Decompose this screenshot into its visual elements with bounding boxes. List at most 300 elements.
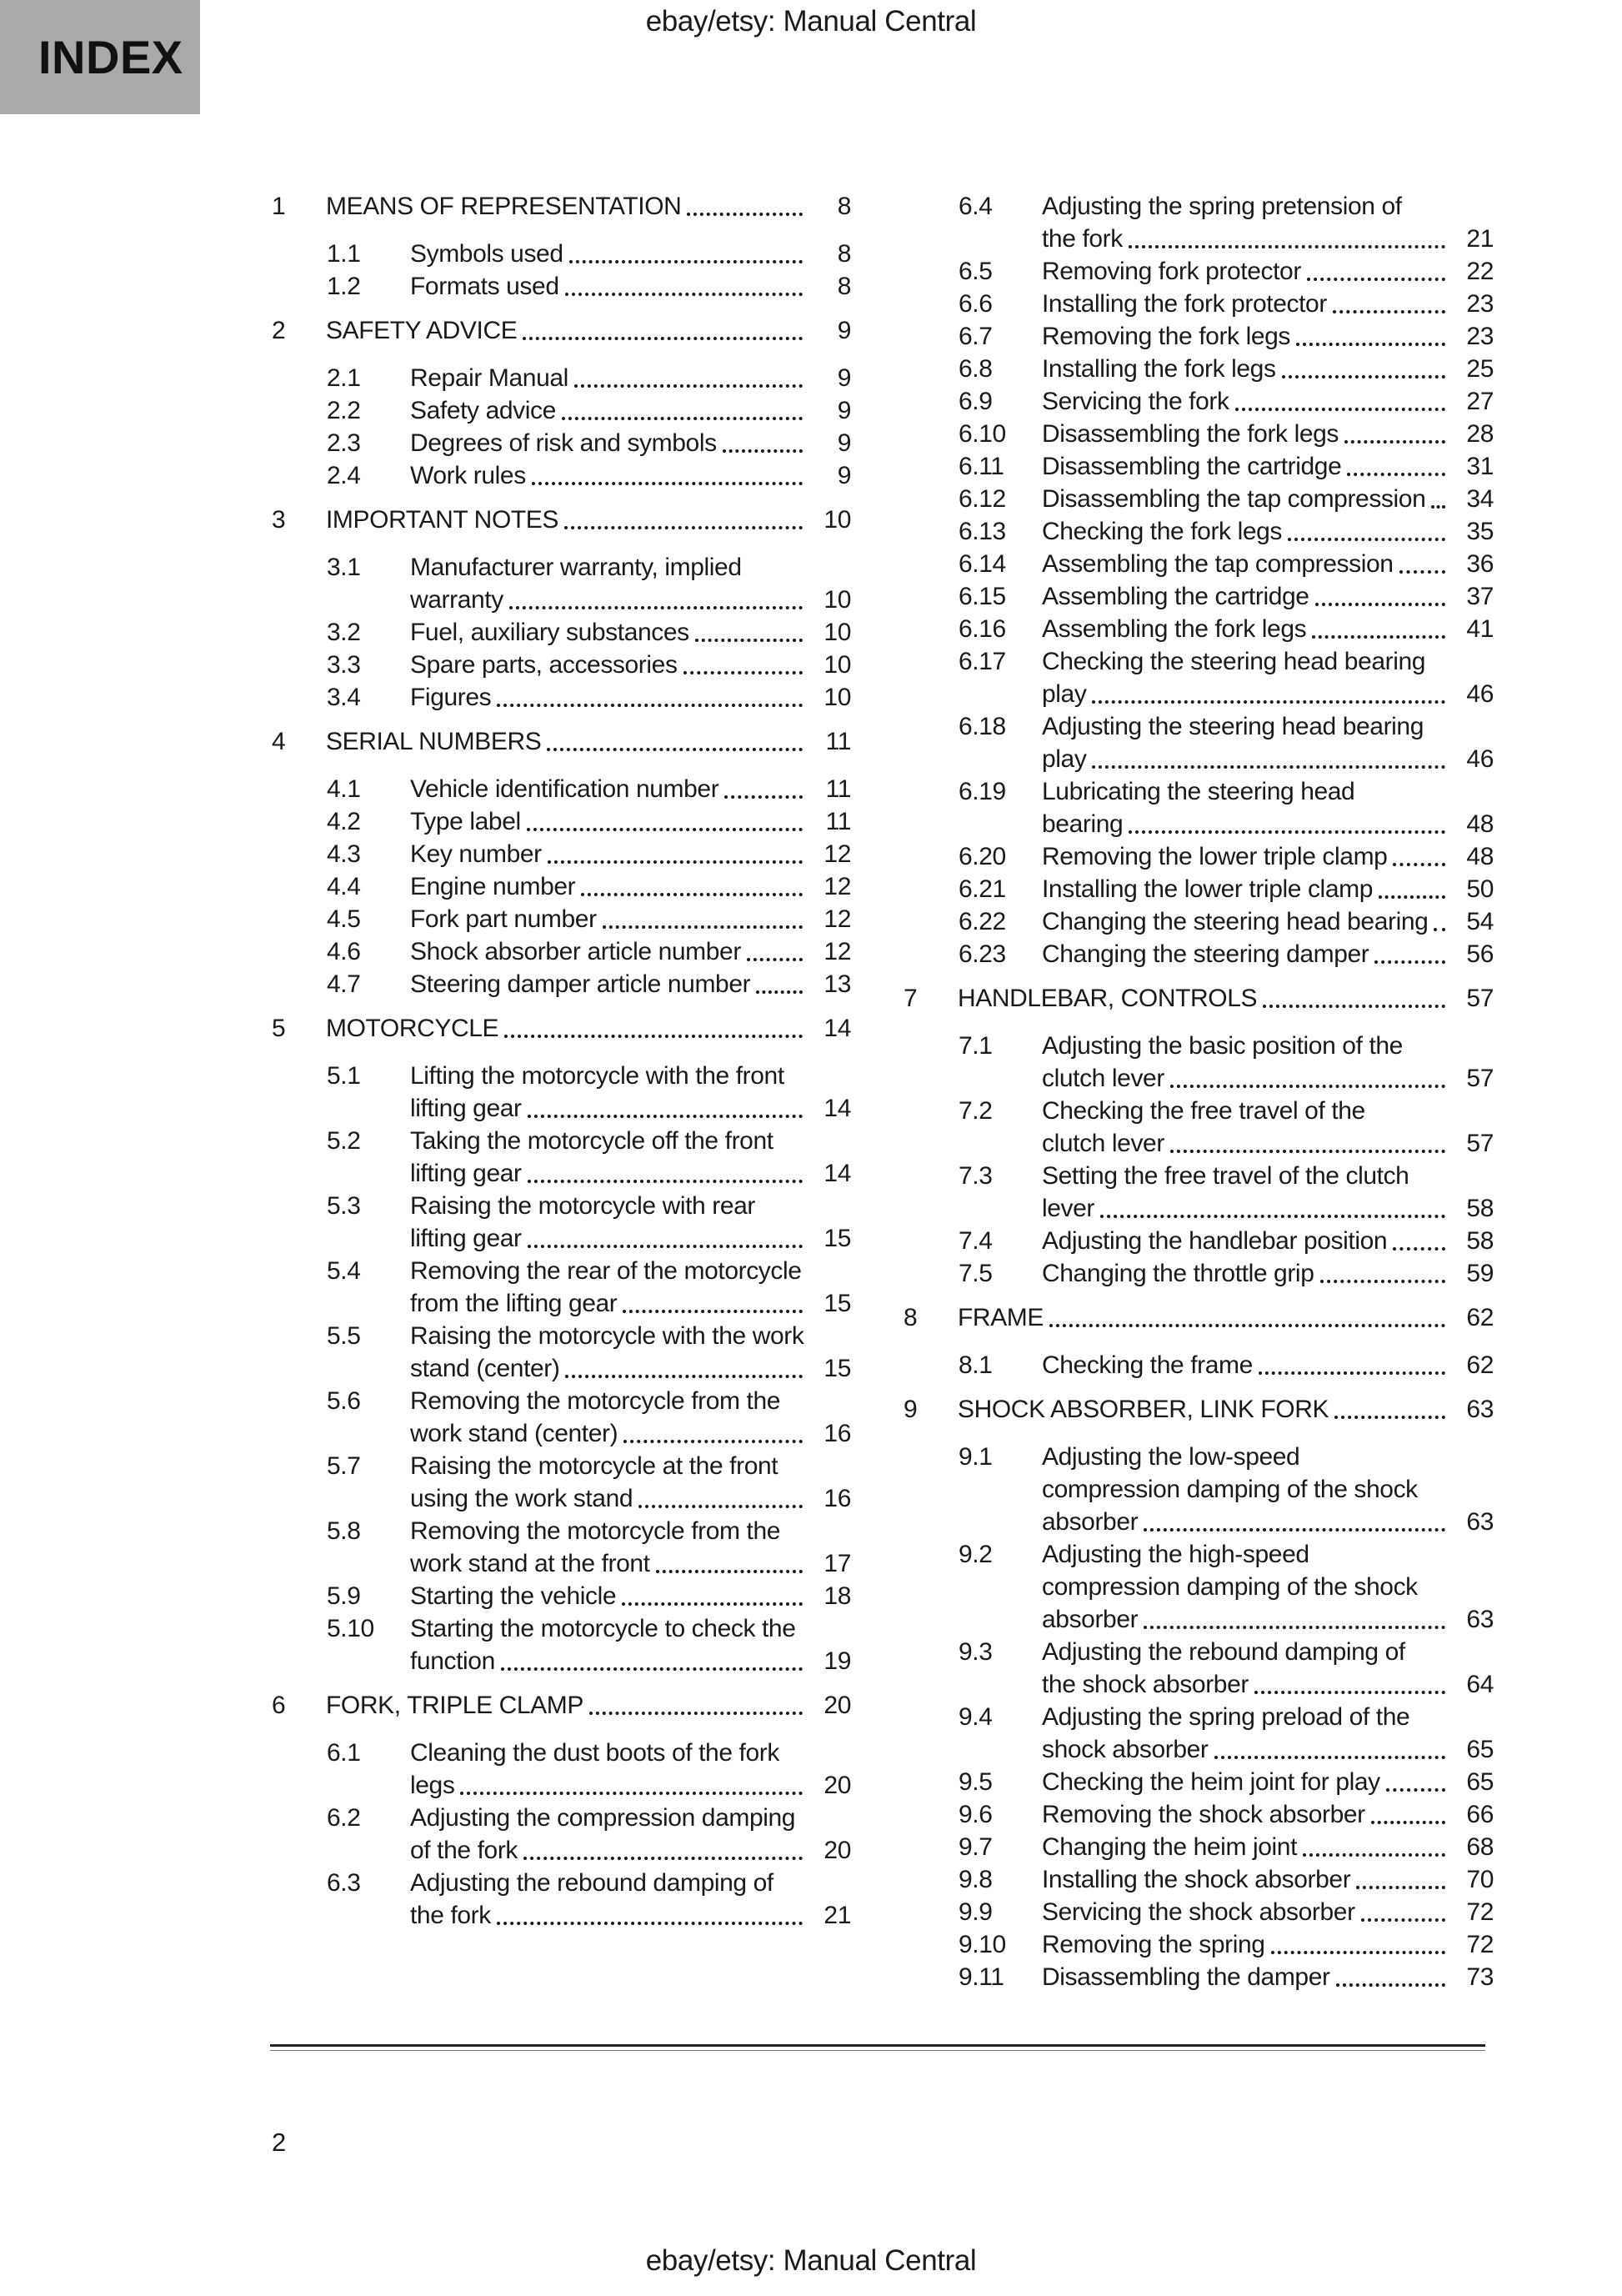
entry-title: Steering damper article number bbox=[410, 970, 751, 998]
entry-number: 6.13 bbox=[959, 518, 1006, 545]
entry-title: Adjusting the high-speed bbox=[1042, 1541, 1309, 1568]
entry-title: Shock absorber article number bbox=[410, 938, 741, 965]
entry-line bbox=[410, 362, 851, 394]
dot-leader bbox=[1288, 538, 1445, 541]
entry-number: 1.1 bbox=[327, 240, 361, 268]
entry-line bbox=[1042, 288, 1494, 320]
toc-entry bbox=[272, 1385, 851, 1450]
entry-line bbox=[410, 1547, 851, 1580]
toc-column-left bbox=[272, 190, 851, 1993]
entry-line bbox=[410, 1157, 851, 1190]
entry-body bbox=[1042, 190, 1494, 255]
entry-page-number: 63 bbox=[1466, 1606, 1494, 1633]
entry-body bbox=[410, 903, 851, 935]
entry-body bbox=[410, 551, 851, 616]
entry-title: clutch lever bbox=[1042, 1130, 1164, 1157]
entry-body bbox=[410, 1190, 851, 1255]
entry-page-number: 16 bbox=[824, 1485, 851, 1512]
entry-page-number: 20 bbox=[824, 1692, 851, 1719]
entry-number: 9.5 bbox=[959, 1768, 993, 1796]
toc-entry bbox=[272, 968, 851, 1000]
entry-page-number: 14 bbox=[824, 1095, 851, 1122]
entry-page-number: 15 bbox=[824, 1225, 851, 1252]
entry-title: IMPORTANT NOTES bbox=[326, 506, 559, 534]
entry-title: work stand (center) bbox=[410, 1420, 618, 1447]
dot-leader bbox=[1336, 1983, 1445, 1987]
toc-entry bbox=[272, 314, 851, 347]
dot-leader bbox=[1379, 895, 1445, 899]
entry-page-number: 18 bbox=[824, 1582, 851, 1610]
entry-title: compression damping of the shock bbox=[1042, 1476, 1418, 1503]
entry-number: 6.4 bbox=[959, 193, 993, 220]
entry-body bbox=[410, 1320, 851, 1385]
entry-title: using the work stand bbox=[410, 1485, 633, 1512]
entry-body bbox=[1042, 1928, 1494, 1961]
dot-leader bbox=[747, 958, 803, 961]
dot-leader bbox=[1092, 700, 1445, 704]
entry-number: 6.20 bbox=[959, 843, 1006, 870]
entry-page-number: 28 bbox=[1466, 420, 1494, 448]
entry-line bbox=[410, 394, 851, 427]
entry-line bbox=[958, 1301, 1494, 1334]
entry-page-number: 25 bbox=[1466, 355, 1494, 383]
toc-entry bbox=[904, 190, 1494, 255]
toc-entry bbox=[272, 1190, 851, 1255]
dot-leader bbox=[504, 1035, 803, 1038]
entry-title: Removing the shock absorber bbox=[1042, 1801, 1365, 1828]
entry-body bbox=[1042, 840, 1494, 873]
dot-leader bbox=[1434, 928, 1445, 931]
entry-line bbox=[1042, 515, 1494, 548]
entry-body bbox=[1042, 1636, 1494, 1701]
entry-body bbox=[1042, 1538, 1494, 1636]
entry-line bbox=[410, 1190, 851, 1222]
entry-title: Disassembling the fork legs bbox=[1042, 420, 1339, 448]
toc-entry bbox=[272, 362, 851, 394]
entry-body bbox=[1042, 1766, 1494, 1798]
entry-title: play bbox=[1042, 745, 1087, 773]
dot-leader bbox=[1263, 1005, 1445, 1008]
entry-title: Degrees of risk and symbols bbox=[410, 429, 717, 457]
entry-number: 3 bbox=[272, 506, 286, 534]
entry-body bbox=[958, 1301, 1494, 1334]
dot-leader bbox=[523, 1857, 803, 1860]
toc-entry bbox=[904, 515, 1494, 548]
entry-title: Adjusting the rebound damping of bbox=[1042, 1638, 1405, 1666]
dot-leader bbox=[656, 1570, 803, 1573]
entry-number: 9.3 bbox=[959, 1638, 993, 1666]
entry-line bbox=[410, 1645, 851, 1677]
entry-line bbox=[1042, 1225, 1494, 1257]
toc-entry bbox=[904, 1095, 1494, 1160]
entry-page-number: 10 bbox=[824, 586, 851, 614]
dot-leader bbox=[1129, 245, 1445, 248]
entry-number: 7.3 bbox=[959, 1162, 993, 1190]
entry-body bbox=[410, 1515, 851, 1580]
table-of-contents bbox=[272, 190, 1494, 1993]
entry-number: 3.1 bbox=[327, 554, 361, 581]
dot-leader bbox=[497, 1922, 803, 1925]
entry-line bbox=[1042, 1603, 1494, 1636]
toc-entry bbox=[904, 775, 1494, 840]
entry-title: Removing the motorcycle from the bbox=[410, 1387, 781, 1415]
entry-title: of the fork bbox=[410, 1837, 518, 1864]
entry-title: Checking the steering head bearing bbox=[1042, 648, 1426, 675]
entry-title: Key number bbox=[410, 840, 542, 868]
toc-entry bbox=[904, 1798, 1494, 1831]
dot-leader bbox=[603, 925, 803, 929]
entry-line bbox=[1042, 1160, 1494, 1192]
toc-entry bbox=[272, 1802, 851, 1867]
dot-leader bbox=[1399, 570, 1445, 574]
entry-page-number: 65 bbox=[1466, 1768, 1494, 1796]
entry-number: 8.1 bbox=[959, 1351, 993, 1379]
toc-entry bbox=[904, 1701, 1494, 1766]
entry-number: 4.4 bbox=[327, 873, 361, 900]
entry-line bbox=[1042, 743, 1494, 775]
toc-entry bbox=[904, 1863, 1494, 1896]
entry-line bbox=[1042, 938, 1494, 970]
entry-page-number: 8 bbox=[837, 240, 851, 268]
entry-body bbox=[410, 270, 851, 303]
entry-title: Adjusting the rebound damping of bbox=[410, 1869, 773, 1897]
entry-body bbox=[1042, 548, 1494, 580]
entry-title: Spare parts, accessories bbox=[410, 651, 678, 679]
entry-line bbox=[1042, 580, 1494, 613]
dot-leader bbox=[547, 748, 803, 751]
entry-number: 6.1 bbox=[327, 1739, 361, 1767]
entry-number: 6.18 bbox=[959, 713, 1006, 740]
entry-body bbox=[410, 649, 851, 681]
dot-leader bbox=[1315, 603, 1445, 606]
entry-line bbox=[410, 1417, 851, 1450]
entry-number: 6.8 bbox=[959, 355, 993, 383]
entry-title: Cleaning the dust boots of the fork bbox=[410, 1739, 779, 1767]
dot-leader bbox=[695, 639, 803, 642]
entry-body bbox=[326, 190, 851, 223]
entry-line bbox=[958, 982, 1494, 1015]
entry-body bbox=[1042, 483, 1494, 515]
entry-title: play bbox=[1042, 680, 1087, 708]
dot-leader bbox=[623, 1440, 803, 1443]
entry-title: Repair Manual bbox=[410, 364, 568, 392]
entry-line bbox=[410, 1580, 851, 1612]
entry-body bbox=[1042, 1160, 1494, 1225]
entry-line bbox=[1042, 1636, 1494, 1668]
entry-title: the fork bbox=[410, 1902, 491, 1929]
entry-page-number: 59 bbox=[1466, 1260, 1494, 1287]
entry-body bbox=[410, 870, 851, 903]
dot-leader bbox=[1214, 1756, 1445, 1759]
entry-line bbox=[410, 681, 851, 714]
dot-leader bbox=[574, 384, 803, 388]
entry-title: Adjusting the steering head bearing bbox=[1042, 713, 1424, 740]
entry-page-number: 11 bbox=[825, 808, 851, 835]
dot-leader bbox=[565, 293, 803, 296]
toc-entry bbox=[904, 353, 1494, 385]
entry-title: Disassembling the tap compression bbox=[1042, 485, 1426, 513]
dot-leader bbox=[623, 1310, 803, 1313]
entry-body bbox=[326, 504, 851, 536]
entry-number: 6.10 bbox=[959, 420, 1006, 448]
entry-page-number: 58 bbox=[1466, 1227, 1494, 1255]
entry-title: Taking the motorcycle off the front bbox=[410, 1127, 773, 1155]
entry-title: SHOCK ABSORBER, LINK FORK bbox=[958, 1396, 1329, 1423]
entry-body bbox=[1042, 1349, 1494, 1381]
dot-leader bbox=[1144, 1528, 1445, 1532]
entry-number: 6.23 bbox=[959, 940, 1006, 968]
dot-leader bbox=[1144, 1626, 1445, 1629]
entry-title: Servicing the fork bbox=[1042, 388, 1229, 415]
entry-body bbox=[1042, 1225, 1494, 1257]
entry-line bbox=[1042, 1506, 1494, 1538]
entry-page-number: 19 bbox=[824, 1647, 851, 1675]
dot-leader bbox=[501, 1667, 803, 1671]
dot-leader bbox=[589, 1712, 803, 1715]
dot-leader bbox=[1100, 1215, 1445, 1218]
entry-page-number: 73 bbox=[1466, 1963, 1494, 1991]
toc-entry bbox=[904, 1393, 1494, 1426]
entry-page-number: 14 bbox=[824, 1015, 851, 1042]
entry-page-number: 46 bbox=[1466, 680, 1494, 708]
entry-body bbox=[410, 1612, 851, 1677]
toc-entry bbox=[272, 903, 851, 935]
entry-number: 6.19 bbox=[959, 778, 1006, 805]
toc-entry bbox=[272, 870, 851, 903]
entry-body bbox=[1042, 1701, 1494, 1766]
entry-body bbox=[1042, 645, 1494, 710]
entry-title: Work rules bbox=[410, 462, 526, 489]
entry-page-number: 11 bbox=[825, 775, 851, 803]
entry-body bbox=[1042, 1896, 1494, 1928]
entry-body bbox=[1042, 385, 1494, 418]
entry-body bbox=[410, 1580, 851, 1612]
entry-number: 4.7 bbox=[327, 970, 361, 998]
entry-line bbox=[1042, 190, 1494, 223]
entry-title: FORK, TRIPLE CLAMP bbox=[326, 1692, 583, 1719]
toc-entry bbox=[904, 1831, 1494, 1863]
toc-entry bbox=[272, 1612, 851, 1677]
entry-title: Assembling the fork legs bbox=[1042, 615, 1307, 643]
toc-entry bbox=[272, 805, 851, 838]
dot-leader bbox=[1271, 1951, 1445, 1954]
dot-leader bbox=[1393, 863, 1445, 866]
entry-line bbox=[1042, 1766, 1494, 1798]
entry-page-number: 35 bbox=[1466, 518, 1494, 545]
toc-entry bbox=[904, 1961, 1494, 1993]
toc-entry bbox=[272, 1737, 851, 1802]
entry-line bbox=[410, 1515, 851, 1547]
dot-leader bbox=[460, 1792, 803, 1795]
entry-page-number: 11 bbox=[825, 728, 851, 755]
entry-line bbox=[1042, 1127, 1494, 1160]
entry-line bbox=[410, 551, 851, 584]
entry-line bbox=[410, 1255, 851, 1287]
entry-page-number: 16 bbox=[824, 1420, 851, 1447]
entry-number: 7 bbox=[904, 985, 918, 1012]
dot-leader bbox=[622, 1602, 803, 1606]
dot-leader bbox=[1371, 1821, 1445, 1824]
entry-title: Checking the heim joint for play bbox=[1042, 1768, 1380, 1796]
entry-number: 9.2 bbox=[959, 1541, 993, 1568]
entry-title: Safety advice bbox=[410, 397, 556, 424]
entry-body bbox=[410, 1125, 851, 1190]
entry-line bbox=[1042, 1538, 1494, 1571]
entry-title: Symbols used bbox=[410, 240, 563, 268]
toc-entry bbox=[272, 773, 851, 805]
entry-body bbox=[410, 1060, 851, 1125]
entry-page-number: 9 bbox=[837, 364, 851, 392]
entry-title: Changing the throttle grip bbox=[1042, 1260, 1314, 1287]
entry-body bbox=[410, 1255, 851, 1320]
entry-line bbox=[1042, 1095, 1494, 1127]
entry-line bbox=[1042, 1896, 1494, 1928]
entry-title: Adjusting the basic position of the bbox=[1042, 1032, 1403, 1060]
entry-number: 6.21 bbox=[959, 875, 1006, 903]
entry-page-number: 48 bbox=[1466, 843, 1494, 870]
entry-body bbox=[410, 1802, 851, 1867]
entry-title: Installing the fork protector bbox=[1042, 290, 1327, 318]
entry-number: 9.7 bbox=[959, 1833, 993, 1861]
entry-line bbox=[326, 1689, 851, 1722]
entry-page-number: 36 bbox=[1466, 550, 1494, 578]
entry-body bbox=[410, 1385, 851, 1450]
entry-page-number: 9 bbox=[837, 397, 851, 424]
entry-line bbox=[410, 459, 851, 492]
entry-number: 4.1 bbox=[327, 775, 361, 803]
entry-body bbox=[1042, 1095, 1494, 1160]
entry-page-number: 23 bbox=[1466, 323, 1494, 350]
entry-body bbox=[410, 616, 851, 649]
entry-page-number: 34 bbox=[1466, 485, 1494, 513]
toc-entry bbox=[904, 483, 1494, 515]
entry-body bbox=[1042, 1257, 1494, 1290]
entry-title: Installing the fork legs bbox=[1042, 355, 1276, 383]
entry-body bbox=[1042, 580, 1494, 613]
entry-line bbox=[1042, 1349, 1494, 1381]
entry-line bbox=[410, 427, 851, 459]
entry-line bbox=[1042, 613, 1494, 645]
entry-number: 5.5 bbox=[327, 1322, 361, 1350]
entry-title: Figures bbox=[410, 684, 492, 711]
entry-line bbox=[1042, 1062, 1494, 1095]
dot-leader bbox=[756, 990, 803, 994]
entry-title: Checking the frame bbox=[1042, 1351, 1253, 1379]
entry-page-number: 9 bbox=[837, 429, 851, 457]
entry-body bbox=[958, 982, 1494, 1015]
dot-leader bbox=[497, 704, 803, 707]
entry-line bbox=[410, 968, 851, 1000]
dot-leader bbox=[1303, 1853, 1445, 1857]
entry-title: Disassembling the cartridge bbox=[1042, 453, 1342, 480]
entry-line bbox=[1042, 223, 1494, 255]
entry-line bbox=[326, 1012, 851, 1045]
entry-title: Adjusting the handlebar position bbox=[1042, 1227, 1388, 1255]
toc-entry bbox=[272, 1580, 851, 1612]
entry-title: Lifting the motorcycle with the front bbox=[410, 1062, 784, 1090]
entry-number: 4.6 bbox=[327, 938, 361, 965]
entry-title: Assembling the cartridge bbox=[1042, 583, 1309, 610]
entry-title: absorber bbox=[1042, 1508, 1139, 1536]
entry-line bbox=[1042, 320, 1494, 353]
toc-entry bbox=[272, 459, 851, 492]
entry-line bbox=[410, 1612, 851, 1645]
toc-column-right bbox=[904, 190, 1494, 1993]
toc-entry bbox=[904, 1030, 1494, 1095]
entry-title: FRAME bbox=[958, 1304, 1044, 1331]
entry-line bbox=[1042, 905, 1494, 938]
entry-body bbox=[1042, 515, 1494, 548]
entry-number: 7.5 bbox=[959, 1260, 993, 1287]
dot-leader bbox=[683, 671, 803, 674]
entry-page-number: 58 bbox=[1466, 1195, 1494, 1222]
dot-leader bbox=[1347, 473, 1445, 476]
entry-number: 1.2 bbox=[327, 273, 361, 300]
entry-page-number: 41 bbox=[1466, 615, 1494, 643]
entry-page-number: 12 bbox=[824, 840, 851, 868]
dot-leader bbox=[723, 449, 803, 453]
dot-leader bbox=[1393, 1247, 1445, 1251]
entry-number: 9.1 bbox=[959, 1443, 993, 1471]
entry-title: Changing the heim joint bbox=[1042, 1833, 1298, 1861]
entry-page-number: 37 bbox=[1466, 583, 1494, 610]
dot-leader bbox=[527, 828, 803, 831]
entry-line bbox=[410, 1125, 851, 1157]
entry-number: 6.2 bbox=[327, 1804, 361, 1832]
entry-title: Changing the steering head bearing bbox=[1042, 908, 1429, 935]
entry-line bbox=[326, 504, 851, 536]
dot-leader bbox=[528, 1115, 803, 1118]
toc-entry bbox=[272, 681, 851, 714]
entry-title: absorber bbox=[1042, 1606, 1139, 1633]
toc-entry bbox=[904, 1636, 1494, 1701]
page-footer-title: ebay/etsy: Manual Central bbox=[645, 2244, 977, 2277]
dot-leader bbox=[1235, 408, 1445, 411]
entry-body bbox=[410, 238, 851, 270]
toc-entry bbox=[904, 1225, 1494, 1257]
entry-title: SAFETY ADVICE bbox=[326, 317, 518, 344]
entry-page-number: 46 bbox=[1466, 745, 1494, 773]
entry-number: 6.16 bbox=[959, 615, 1006, 643]
entry-page-number: 54 bbox=[1466, 908, 1494, 935]
entry-line bbox=[410, 870, 851, 903]
entry-line bbox=[410, 1060, 851, 1092]
entry-page-number: 15 bbox=[824, 1355, 851, 1382]
entry-title: Checking the fork legs bbox=[1042, 518, 1283, 545]
entry-title: SERIAL NUMBERS bbox=[326, 728, 542, 755]
entry-title: Adjusting the compression damping bbox=[410, 1804, 796, 1832]
entry-title: the fork bbox=[1042, 225, 1123, 253]
dot-leader bbox=[564, 526, 803, 529]
dot-leader bbox=[1374, 960, 1445, 964]
toc-entry bbox=[904, 1257, 1494, 1290]
dot-leader bbox=[1312, 635, 1445, 639]
entry-line bbox=[410, 773, 851, 805]
entry-body bbox=[410, 935, 851, 968]
entry-number: 5.8 bbox=[327, 1517, 361, 1545]
entry-line bbox=[1042, 808, 1494, 840]
entry-title: Removing the lower triple clamp bbox=[1042, 843, 1388, 870]
entry-line bbox=[410, 1737, 851, 1769]
toc-entry bbox=[904, 1301, 1494, 1334]
entry-body bbox=[1042, 418, 1494, 450]
entry-number: 6.5 bbox=[959, 258, 993, 285]
toc-entry bbox=[904, 385, 1494, 418]
entry-line bbox=[1042, 1701, 1494, 1733]
entry-line bbox=[1042, 548, 1494, 580]
entry-title: Changing the steering damper bbox=[1042, 940, 1369, 968]
toc-entry bbox=[272, 649, 851, 681]
